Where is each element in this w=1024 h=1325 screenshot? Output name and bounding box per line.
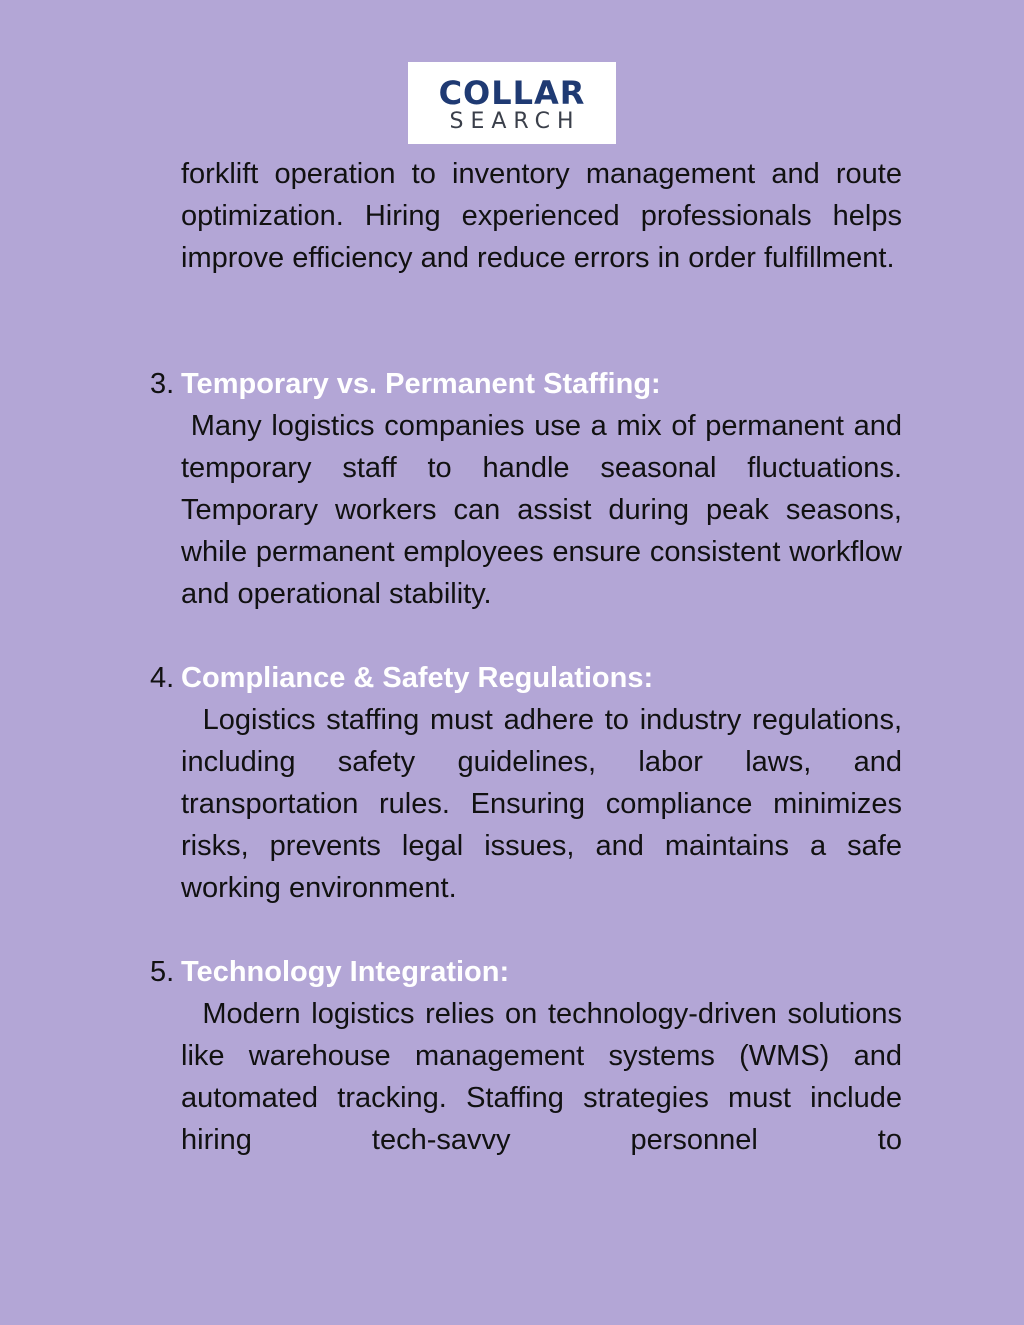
- section-4-number: 4.: [150, 662, 175, 694]
- section-3-heading: [150, 363, 661, 405]
- intro-paragraph: forklift operation to inventory management and route optimization. Hiring experienced professionals helps improve efficiency and reduce errors in order fulfillment.: [181, 158, 902, 274]
- section-3-number: 3.: [150, 368, 175, 400]
- section-5-number: 5.: [150, 956, 175, 988]
- section-5-title: Technology Integration:: [181, 956, 510, 988]
- section-5-body: Modern logistics relies on technology-driven solutions like warehouse management systems (WMS) and automated tracking. Staffing strategies must include hiring tech-savvy personnel to: [181, 998, 911, 1156]
- collar-search-logo: [408, 62, 616, 144]
- section-4-title: Compliance & Safety Regulations:: [181, 662, 654, 694]
- section-4-heading: [150, 657, 653, 699]
- section-3-title: Temporary vs. Permanent Staffing:: [181, 368, 661, 400]
- section-3-body: Many logistics companies use a mix of permanent and temporary staff to handle seasonal fluctuations. Temporary workers can assist during peak seasons, while permanent employees ensure consistent workflow and operational stability.: [181, 410, 911, 610]
- logo-line-search: SEARCH: [449, 109, 581, 134]
- section-5-heading: [150, 951, 509, 993]
- section-4-body: Logistics staffing must adhere to industry regulations, including safety guidelines, labor laws, and transportation rules. Ensuring compliance minimizes risks, prevents legal issues, and maintains a safe working environment.: [181, 704, 911, 904]
- logo-line-collar: COLLAR: [438, 74, 586, 112]
